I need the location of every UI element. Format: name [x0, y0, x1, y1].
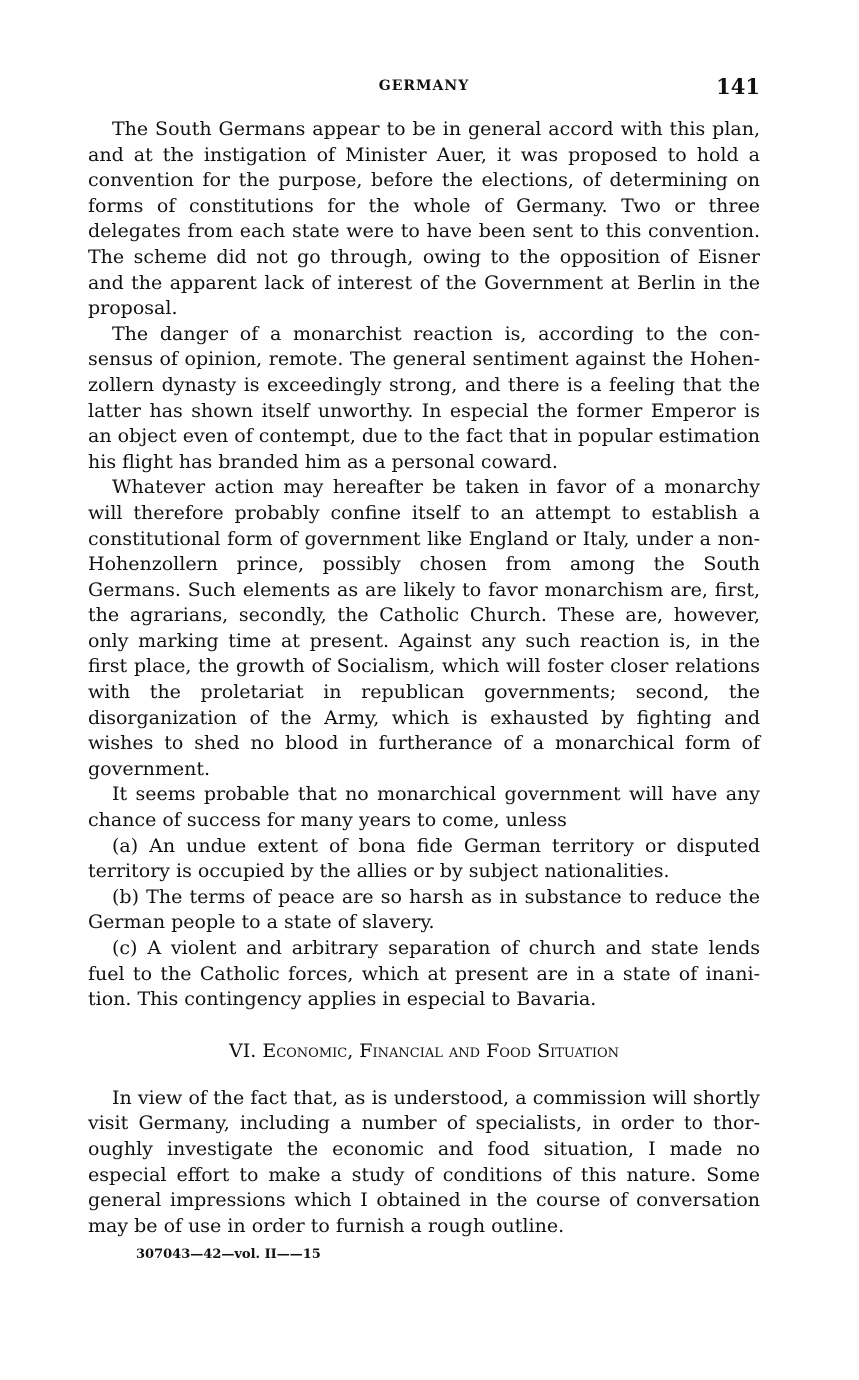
- running-title: GERMANY: [378, 78, 470, 94]
- page-number: 141: [716, 74, 760, 99]
- paragraph: In view of the fact that, as is understood, a commission will shortly visit Germany, including a number of specialists, in order to thoroughly investigate the economic and food situation, I made no especial effort to make a study of conditions of this nature. Some general impressions which I obtained in the course of conversation may be of use in order to furnish a rough outline.: [88, 1086, 760, 1237]
- paragraph: The South Germans appear to be in general accord with this plan, and at the instigation of Minister Auer, it was proposed to hold a convention for the purpose, before the elections, of determining on forms of constitutions for the whole of Germany. Two or three delegates from each state were to have been sent to this convention. The scheme did not go through, owing to the opposition of Eisner and the apparent lack of interest of the Government at Berlin in the proposal.: [88, 118, 760, 320]
- section-heading: VI. Economic, Financial and Food Situation: [229, 1039, 619, 1062]
- list-item-c: (c) A violent and arbitrary separation of church and state lends fuel to the Catholic forces, which at present are in a state of inanition. This contingency applies in especial to Bavaria.: [88, 937, 760, 1011]
- paragraph: The danger of a monarchist reaction is, according to the consensus of opinion, remote. The general sentiment against the Hohenzollern dynasty is exceedingly strong, and there is a feeling that the latter has shown itself unworthy. In especial the former Emperor is an object even of contempt, due to the fact that in popular estimation his flight has branded him as a personal coward.: [88, 322, 760, 473]
- body-text: [88, 117, 760, 1262]
- running-head: [88, 74, 760, 102]
- list-item-b: (b) The terms of peace are so harsh as in substance to reduce the German people to a state of slavery.: [88, 885, 760, 934]
- paragraph: It seems probable that no monarchical government will have any chance of success for many years to come, unless: [88, 783, 760, 832]
- list-item-a: (a) An undue extent of bona fide German territory or disputed territory is occupied by the allies or by subject nationalities.: [88, 834, 760, 883]
- paragraph: Whatever action may hereafter be taken in favor of a monarchy will therefore probably confine itself to an attempt to establish a constitutional form of government like England or Italy, under a non-Hohenzollern prince, possibly chosen from among the South Germans. Such elements as are likely to favor monarchism are, first, the agrarians, secondly, the Catholic Church. These are, however, only marking time at present. Against any such reaction is, in the first place, the growth of Socialism, which will foster closer relations with the proletariat in republican governments; second, the disorganization of the Army, which is exhausted by fighting and wishes to shed no blood in furtherance of a monarchical form of government.: [88, 476, 760, 780]
- footer-signature: 307043—42—vol. II——15: [136, 1247, 321, 1263]
